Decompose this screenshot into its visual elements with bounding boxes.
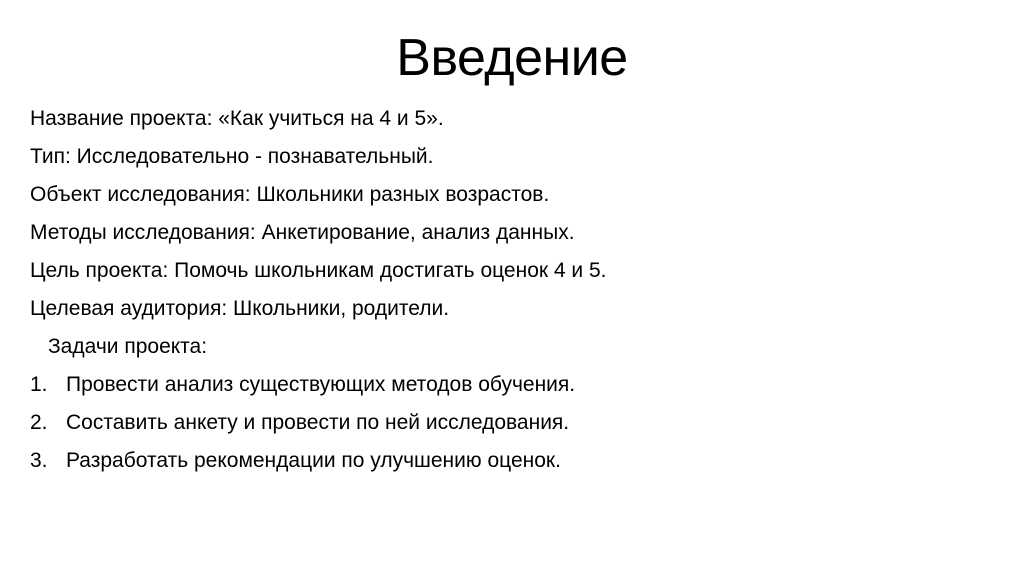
tasks-heading: Задачи проекта:: [48, 335, 208, 358]
slide-title: Введение: [396, 29, 628, 87]
task-item: [30, 366, 990, 404]
task-number: 3.: [30, 449, 48, 472]
project-goal-line: Цель проекта: Помочь школьникам достигать оценок 4 и 5.: [30, 259, 607, 282]
research-methods-line: Методы исследования: Анкетирование, анализ данных.: [30, 221, 575, 244]
task-number: 2.: [30, 411, 48, 434]
task-item: [30, 442, 990, 480]
project-type-line: Тип: Исследовательно - познавательный.: [30, 145, 434, 168]
task-text: Провести анализ существующих методов обучения.: [66, 373, 576, 396]
task-item: [30, 404, 990, 442]
task-text: Составить анкету и провести по ней исследования.: [66, 411, 570, 434]
task-text: Разработать рекомендации по улучшению оценок.: [66, 449, 561, 472]
slide-content: [30, 100, 990, 480]
research-object-line: Объект исследования: Школьники разных возрастов.: [30, 183, 550, 206]
project-name-line: Название проекта: «Как учиться на 4 и 5».: [30, 107, 444, 130]
task-number: 1.: [30, 373, 48, 396]
target-audience-line: Целевая аудитория: Школьники, родители.: [30, 297, 450, 320]
